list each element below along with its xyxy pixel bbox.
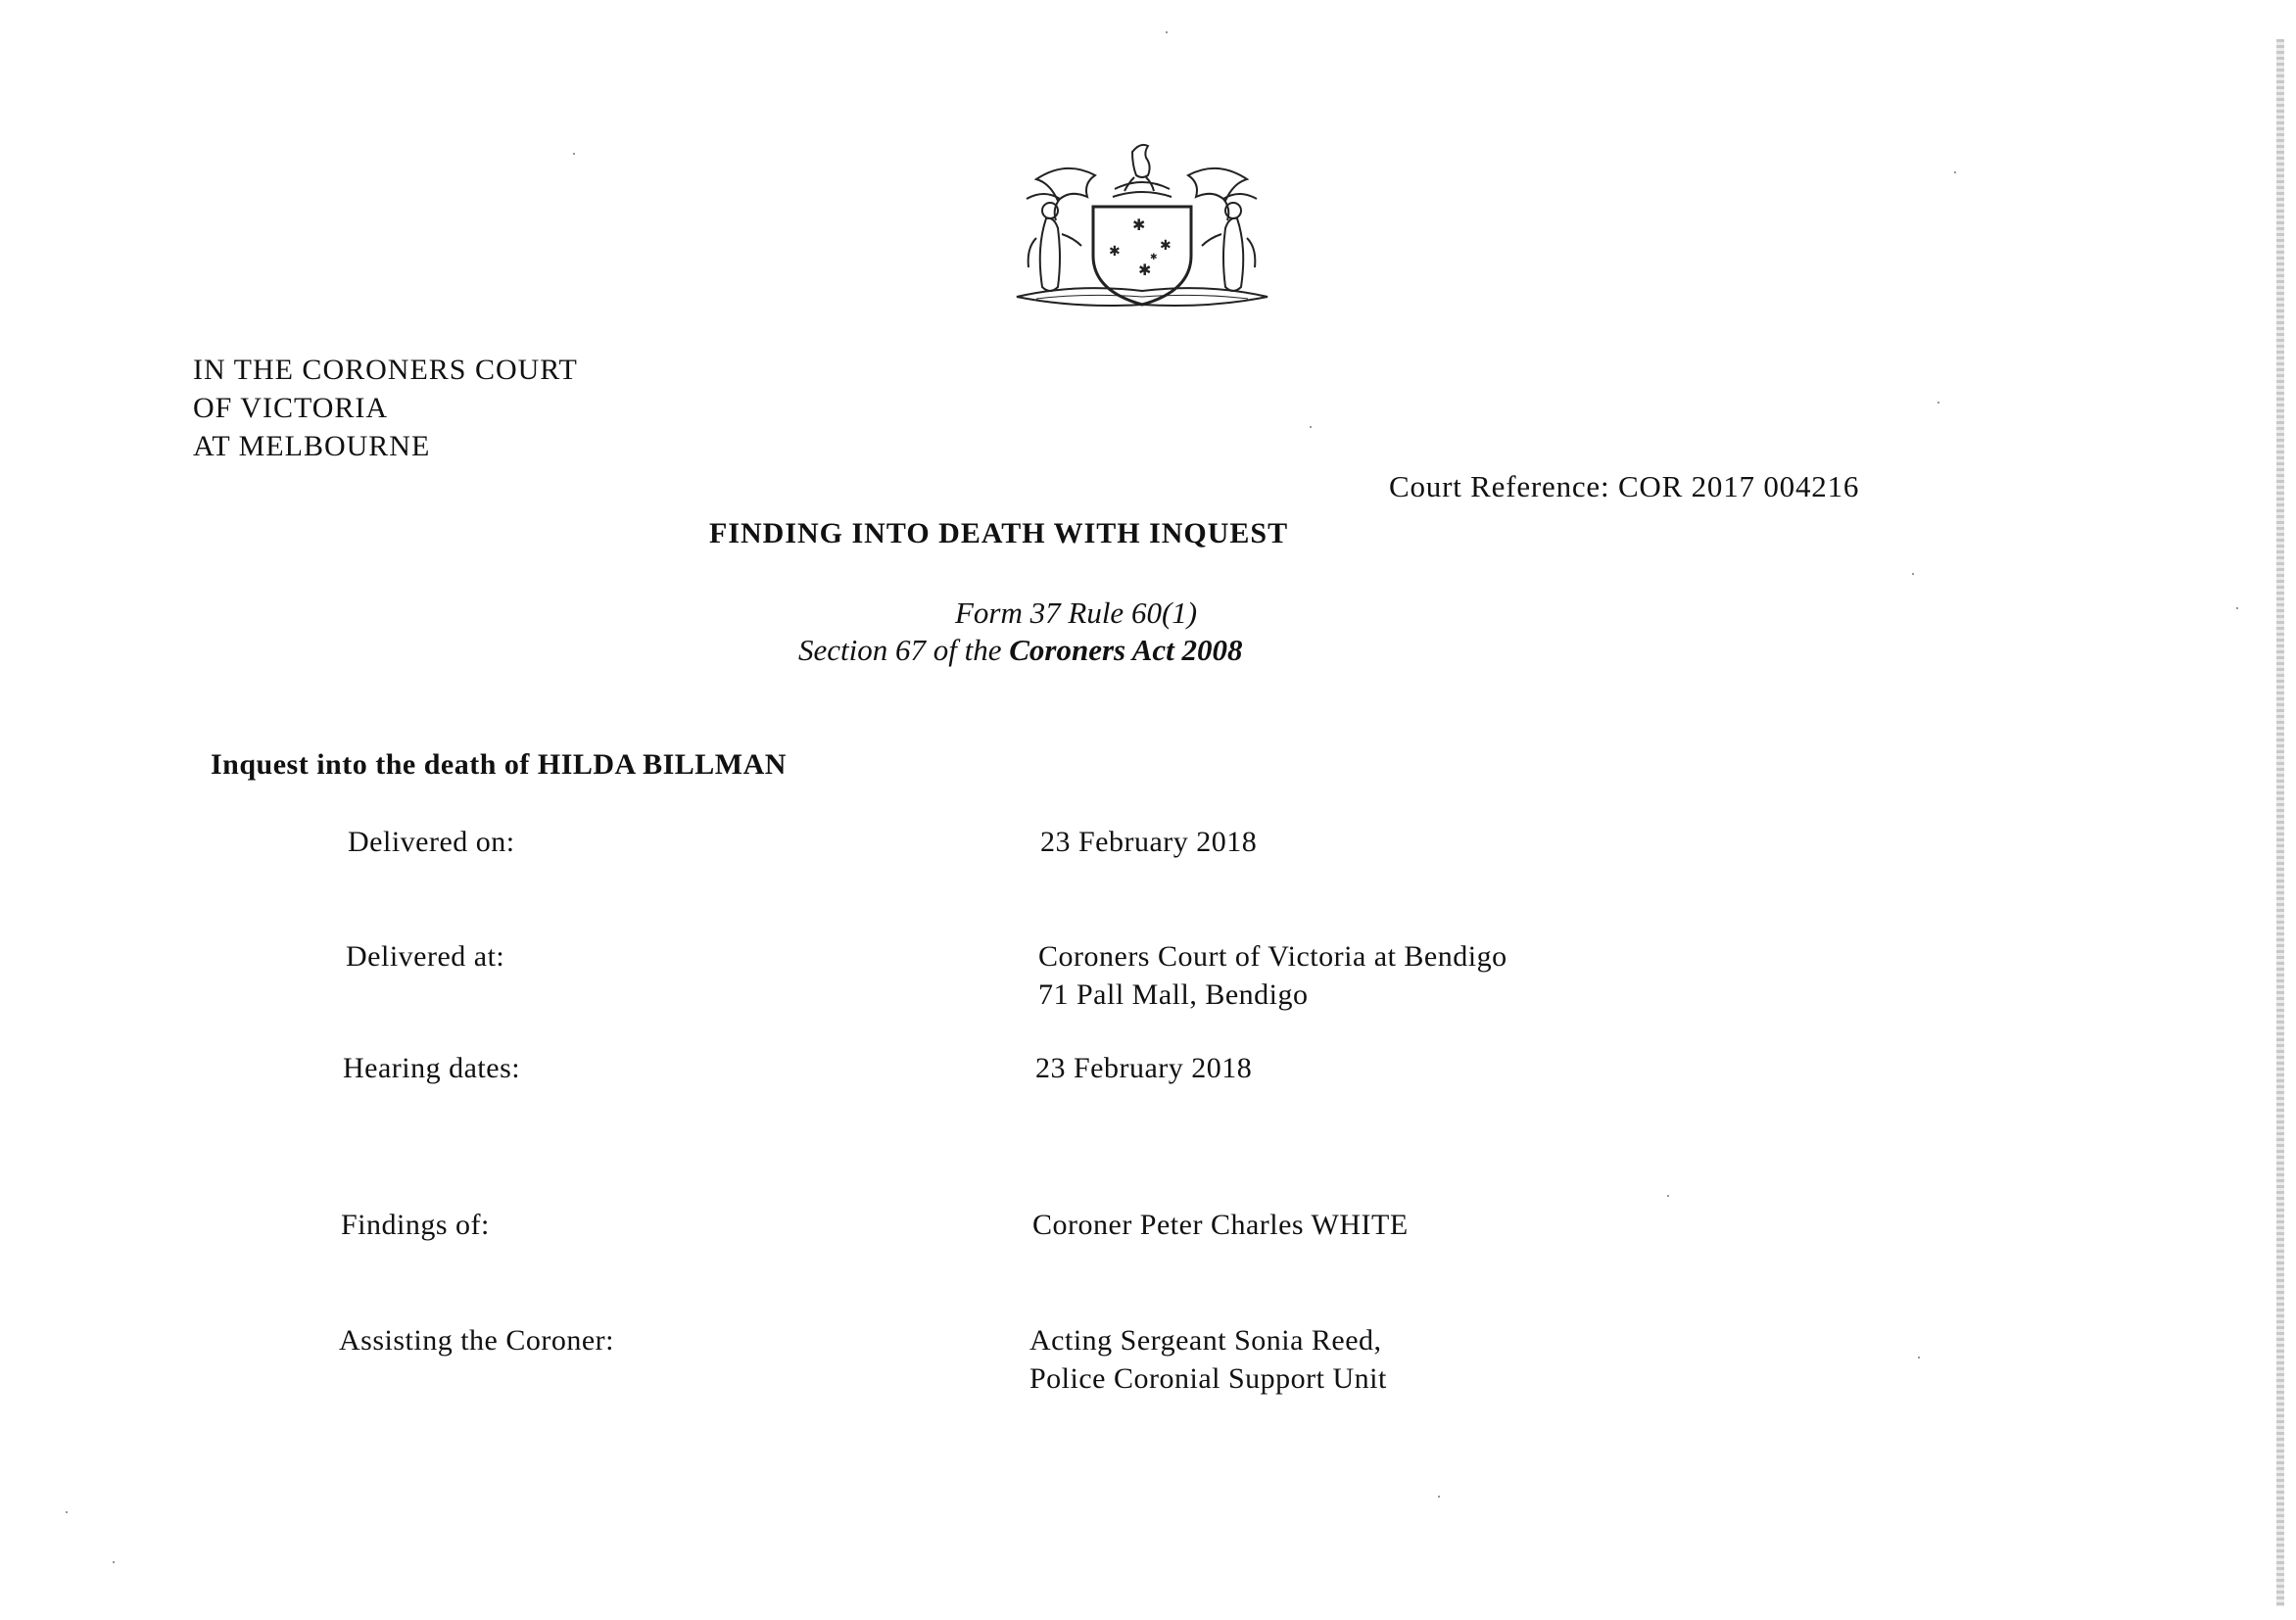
coat-of-arms-icon bbox=[1007, 140, 1276, 311]
value-line: Police Coronial Support Unit bbox=[1029, 1362, 1387, 1395]
scan-speck bbox=[66, 1511, 68, 1513]
label-assisting-coroner: Assisting the Coroner: bbox=[339, 1324, 614, 1357]
label-delivered-on: Delivered on: bbox=[348, 826, 515, 858]
document-title: FINDING INTO DEATH WITH INQUEST bbox=[709, 517, 1289, 549]
label-findings-of: Findings of: bbox=[341, 1209, 490, 1241]
label-delivered-at: Delivered at: bbox=[346, 940, 505, 973]
svg-text:✱: ✱ bbox=[1138, 261, 1152, 279]
scan-speck bbox=[1166, 31, 1168, 33]
value-assisting-coroner bbox=[1029, 1321, 1387, 1398]
court-line-3: AT MELBOURNE bbox=[193, 430, 431, 462]
form-section bbox=[798, 633, 1243, 668]
value-delivered-on bbox=[1040, 823, 1257, 861]
svg-text:✱: ✱ bbox=[1109, 244, 1121, 260]
form-rule: Form 37 Rule 60(1) bbox=[955, 596, 1198, 630]
court-line-2: OF VICTORIA bbox=[193, 392, 389, 424]
value-line: Coroners Court of Victoria at Bendigo bbox=[1038, 940, 1507, 973]
scan-speck bbox=[1310, 426, 1312, 428]
scan-speck bbox=[1937, 402, 1939, 404]
value-line: Coroner Peter Charles WHITE bbox=[1032, 1209, 1409, 1241]
svg-text:✱: ✱ bbox=[1150, 253, 1158, 262]
svg-text:✱: ✱ bbox=[1160, 238, 1172, 254]
form-section-act: Coroners Act 2008 bbox=[1009, 633, 1243, 667]
form-section-prefix: Section 67 of the bbox=[798, 633, 1010, 667]
scan-speck bbox=[2236, 607, 2238, 609]
scan-speck bbox=[1438, 1496, 1440, 1498]
scan-edge-artifact bbox=[2276, 39, 2284, 1606]
value-hearing-dates bbox=[1035, 1049, 1252, 1087]
value-line: 23 February 2018 bbox=[1040, 826, 1258, 858]
label-hearing-dates: Hearing dates: bbox=[343, 1052, 521, 1084]
court-heading bbox=[193, 351, 578, 465]
svg-text:✱: ✱ bbox=[1132, 215, 1146, 234]
court-line-1: IN THE CORONERS COURT bbox=[193, 354, 578, 386]
value-line: Acting Sergeant Sonia Reed, bbox=[1029, 1324, 1382, 1357]
scan-speck bbox=[113, 1561, 115, 1563]
scan-speck bbox=[1954, 171, 1956, 173]
scan-speck bbox=[1918, 1357, 1920, 1358]
value-findings-of bbox=[1032, 1206, 1409, 1244]
scan-speck bbox=[1667, 1195, 1669, 1197]
value-delivered-at bbox=[1038, 937, 1507, 1014]
scan-speck bbox=[1912, 573, 1914, 575]
scan-speck bbox=[573, 153, 575, 155]
inquest-heading: Inquest into the death of HILDA BILLMAN bbox=[211, 748, 787, 781]
court-reference: Court Reference: COR 2017 004216 bbox=[1389, 469, 1860, 503]
value-line: 23 February 2018 bbox=[1035, 1052, 1253, 1084]
value-line: 71 Pall Mall, Bendigo bbox=[1038, 978, 1309, 1011]
